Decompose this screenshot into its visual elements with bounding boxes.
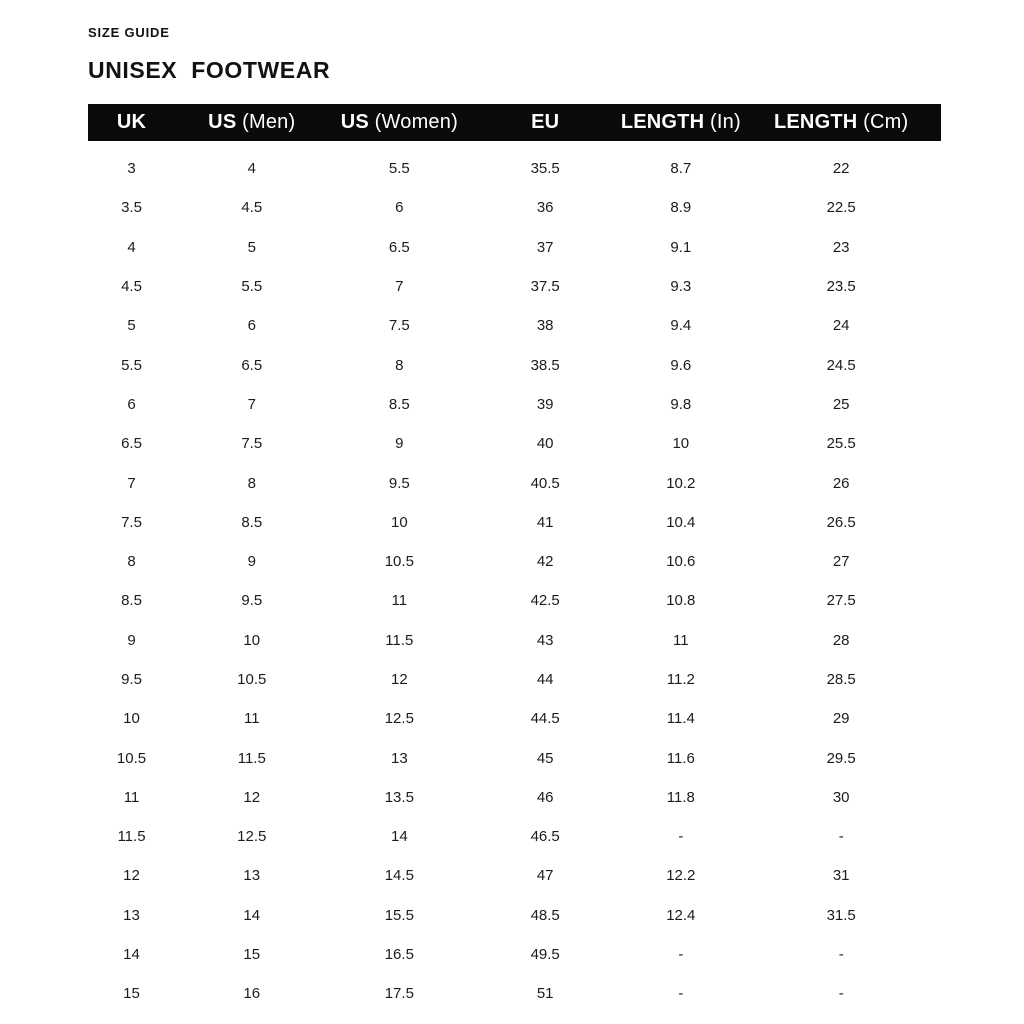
table-cell: 27.5 bbox=[826, 592, 856, 610]
table-row bbox=[88, 228, 941, 267]
table-cell: 24 bbox=[832, 317, 850, 335]
table-cell: 28.5 bbox=[826, 671, 856, 688]
table-row bbox=[88, 621, 941, 660]
column-header-us-men: US (Men) bbox=[175, 104, 329, 141]
table-cell: 11.5 bbox=[237, 749, 266, 767]
table-cell: 4.5 bbox=[121, 278, 142, 296]
table-cell: 4.5 bbox=[241, 199, 263, 217]
table-cell: - bbox=[678, 985, 684, 1003]
table-cell: 12.4 bbox=[666, 906, 696, 924]
column-header-length-in: LENGTH (In) bbox=[620, 104, 741, 141]
table-cell: 9 bbox=[247, 553, 256, 571]
table-cell: 44 bbox=[536, 671, 554, 688]
table-row bbox=[88, 660, 941, 699]
table-cell: 10.5 bbox=[237, 671, 267, 688]
table-cell: - bbox=[838, 828, 844, 846]
table-cell: 7 bbox=[127, 474, 136, 492]
table-row bbox=[88, 935, 941, 974]
table-cell: 6.5 bbox=[241, 356, 263, 374]
table-cell: 41 bbox=[536, 513, 554, 531]
table-cell: 38 bbox=[536, 317, 554, 335]
table-cell: 24.5 bbox=[826, 356, 856, 374]
table-cell: 23.5 bbox=[826, 278, 856, 296]
size-conversion-table bbox=[88, 104, 941, 1014]
table-cell: 11.2 bbox=[666, 671, 695, 688]
table-cell: 5.5 bbox=[388, 160, 410, 178]
table-cell: 30 bbox=[832, 788, 850, 806]
table-cell: 12 bbox=[123, 867, 140, 885]
table-cell: 25.5 bbox=[826, 435, 856, 453]
table-cell: 15 bbox=[123, 985, 140, 1003]
table-cell: 9.6 bbox=[670, 356, 692, 374]
table-row bbox=[88, 141, 941, 188]
table-cell: 8.7 bbox=[670, 160, 692, 178]
table-cell: 6 bbox=[395, 199, 404, 217]
table-cell: 46.5 bbox=[530, 828, 560, 846]
table-cell: 27 bbox=[832, 553, 850, 571]
table-cell: 10 bbox=[243, 631, 261, 649]
column-header-us-women: US (Women) bbox=[329, 104, 471, 141]
table-cell: 13.5 bbox=[384, 788, 414, 806]
table-cell: 10 bbox=[672, 435, 690, 453]
table-cell: 10.5 bbox=[116, 749, 147, 767]
table-cell: 22 bbox=[832, 160, 850, 178]
table-cell: 29.5 bbox=[826, 749, 856, 767]
size-guide-content bbox=[88, 0, 941, 1014]
table-cell: 22.5 bbox=[826, 199, 856, 217]
table-cell: 9 bbox=[395, 435, 404, 453]
table-cell: 11 bbox=[243, 710, 260, 728]
table-cell: 13 bbox=[243, 867, 261, 885]
table-row bbox=[88, 817, 941, 856]
table-cell: 28 bbox=[832, 631, 850, 649]
table-cell: 12.5 bbox=[384, 710, 414, 728]
table-row bbox=[88, 503, 941, 542]
table-cell: 9.5 bbox=[241, 592, 263, 610]
table-cell: 10.8 bbox=[666, 592, 696, 610]
table-cell: 9.5 bbox=[388, 474, 410, 492]
table-cell: 37 bbox=[536, 238, 554, 256]
table-cell: 4 bbox=[127, 238, 136, 256]
table-cell: 15.5 bbox=[384, 906, 414, 924]
table-cell: 26.5 bbox=[826, 513, 856, 531]
table-cell: 7 bbox=[395, 278, 404, 296]
table-cell: 5 bbox=[247, 238, 256, 256]
table-cell: 42 bbox=[536, 553, 554, 571]
table-cell: 12.5 bbox=[237, 828, 267, 846]
table-row bbox=[88, 896, 941, 935]
table-cell: 5.5 bbox=[121, 356, 142, 374]
table-cell: 13 bbox=[123, 906, 140, 924]
table-cell: 11.8 bbox=[666, 788, 695, 806]
table-cell: 8 bbox=[247, 474, 256, 492]
table-cell: 12 bbox=[390, 671, 408, 688]
table-row bbox=[88, 778, 941, 817]
table-cell: 39 bbox=[536, 395, 554, 413]
table-cell: 35.5 bbox=[530, 160, 560, 178]
table-cell: 46 bbox=[536, 788, 554, 806]
table-cell: 5.5 bbox=[241, 278, 263, 296]
table-cell: 7 bbox=[247, 395, 256, 413]
table-cell: 29 bbox=[832, 710, 850, 728]
table-row bbox=[88, 267, 941, 306]
table-cell: 12.2 bbox=[666, 867, 696, 885]
table-cell: 12 bbox=[243, 788, 261, 806]
table-cell: 14 bbox=[243, 906, 261, 924]
table-cell: 5 bbox=[127, 317, 136, 335]
table-cell: 31 bbox=[832, 867, 850, 885]
table-cell: 49.5 bbox=[530, 946, 560, 964]
table-row bbox=[88, 738, 941, 777]
table-cell: - bbox=[838, 946, 844, 964]
table-cell: 8.9 bbox=[670, 199, 692, 217]
table-cell: 11 bbox=[673, 631, 689, 649]
table-cell: 7.5 bbox=[241, 435, 263, 453]
table-cell: 10 bbox=[123, 710, 140, 728]
table-row bbox=[88, 856, 941, 895]
table-cell: 8.5 bbox=[388, 395, 410, 413]
column-header-length-cm: LENGTH (Cm) bbox=[741, 104, 941, 141]
table-cell: 8 bbox=[127, 553, 136, 571]
column-header-uk: UK bbox=[88, 104, 175, 141]
table-cell: 11.5 bbox=[385, 631, 414, 649]
table-cell: 14.5 bbox=[384, 867, 414, 885]
table-cell: - bbox=[838, 985, 844, 1003]
table-cell: 8.5 bbox=[121, 592, 142, 610]
table-cell: 6.5 bbox=[388, 238, 410, 256]
table-row bbox=[88, 306, 941, 345]
table-cell: 40 bbox=[536, 435, 554, 453]
table-cell: 13 bbox=[390, 749, 408, 767]
table-row bbox=[88, 345, 941, 384]
table-cell: 9.1 bbox=[670, 238, 692, 256]
table-cell: 45 bbox=[536, 749, 554, 767]
table-cell: 51 bbox=[536, 985, 554, 1003]
size-guide-label: SIZE GUIDE bbox=[88, 25, 170, 40]
table-body bbox=[88, 141, 941, 1014]
table-cell: 11 bbox=[391, 592, 408, 610]
table-row bbox=[88, 542, 941, 581]
table-cell: 16 bbox=[243, 985, 261, 1003]
table-cell: 14 bbox=[390, 828, 408, 846]
table-cell: 10.6 bbox=[666, 553, 696, 571]
table-row bbox=[88, 974, 941, 1013]
table-cell: 40.5 bbox=[530, 474, 560, 492]
table-cell: 38.5 bbox=[530, 356, 560, 374]
table-cell: 3 bbox=[127, 160, 136, 178]
table-row bbox=[88, 581, 941, 620]
table-cell: 26 bbox=[832, 474, 850, 492]
table-cell: 6 bbox=[127, 395, 136, 413]
table-cell: 9.5 bbox=[121, 671, 142, 688]
table-row bbox=[88, 188, 941, 227]
table-cell: 10 bbox=[390, 513, 408, 531]
table-cell: 44.5 bbox=[530, 710, 560, 728]
table-cell: 31.5 bbox=[826, 906, 856, 924]
table-cell: 11.5 bbox=[117, 828, 146, 846]
table-cell: 9.8 bbox=[670, 395, 692, 413]
table-header-row bbox=[88, 104, 941, 141]
table-cell: 16.5 bbox=[384, 946, 414, 964]
table-header bbox=[88, 104, 941, 141]
table-cell: 8.5 bbox=[241, 513, 263, 531]
table-row bbox=[88, 424, 941, 463]
table-cell: 4 bbox=[247, 160, 256, 178]
table-cell: 15 bbox=[243, 946, 261, 964]
table-cell: 36 bbox=[536, 199, 554, 217]
table-cell: 14 bbox=[123, 946, 140, 964]
table-cell: 6.5 bbox=[121, 435, 142, 453]
table-cell: 48.5 bbox=[530, 906, 560, 924]
table-cell: 11 bbox=[123, 788, 140, 806]
table-cell: 9.3 bbox=[670, 278, 692, 296]
table-row bbox=[88, 385, 941, 424]
page-title: UNISEX FOOTWEAR bbox=[88, 57, 331, 83]
table-cell: - bbox=[678, 828, 684, 846]
table-cell: - bbox=[678, 946, 684, 964]
table-cell: 42.5 bbox=[530, 592, 560, 610]
table-row bbox=[88, 699, 941, 738]
table-cell: 9.4 bbox=[670, 317, 692, 335]
table-cell: 11.6 bbox=[666, 749, 695, 767]
column-header-eu: EU bbox=[470, 104, 620, 141]
table-cell: 11.4 bbox=[666, 710, 695, 728]
table-cell: 37.5 bbox=[530, 278, 560, 296]
table-cell: 8 bbox=[395, 356, 404, 374]
table-cell: 17.5 bbox=[384, 985, 414, 1003]
table-cell: 9 bbox=[127, 631, 136, 649]
table-cell: 10.5 bbox=[384, 553, 414, 571]
table-cell: 7.5 bbox=[388, 317, 410, 335]
table-cell: 6 bbox=[247, 317, 256, 335]
table-row bbox=[88, 463, 941, 502]
table-cell: 47 bbox=[536, 867, 554, 885]
table-cell: 43 bbox=[536, 631, 554, 649]
table-cell: 23 bbox=[832, 238, 850, 256]
table-cell: 25 bbox=[832, 395, 850, 413]
table-cell: 10.2 bbox=[666, 474, 696, 492]
table-cell: 10.4 bbox=[666, 513, 696, 531]
table-cell: 7.5 bbox=[121, 513, 142, 531]
table-cell: 3.5 bbox=[121, 199, 142, 217]
